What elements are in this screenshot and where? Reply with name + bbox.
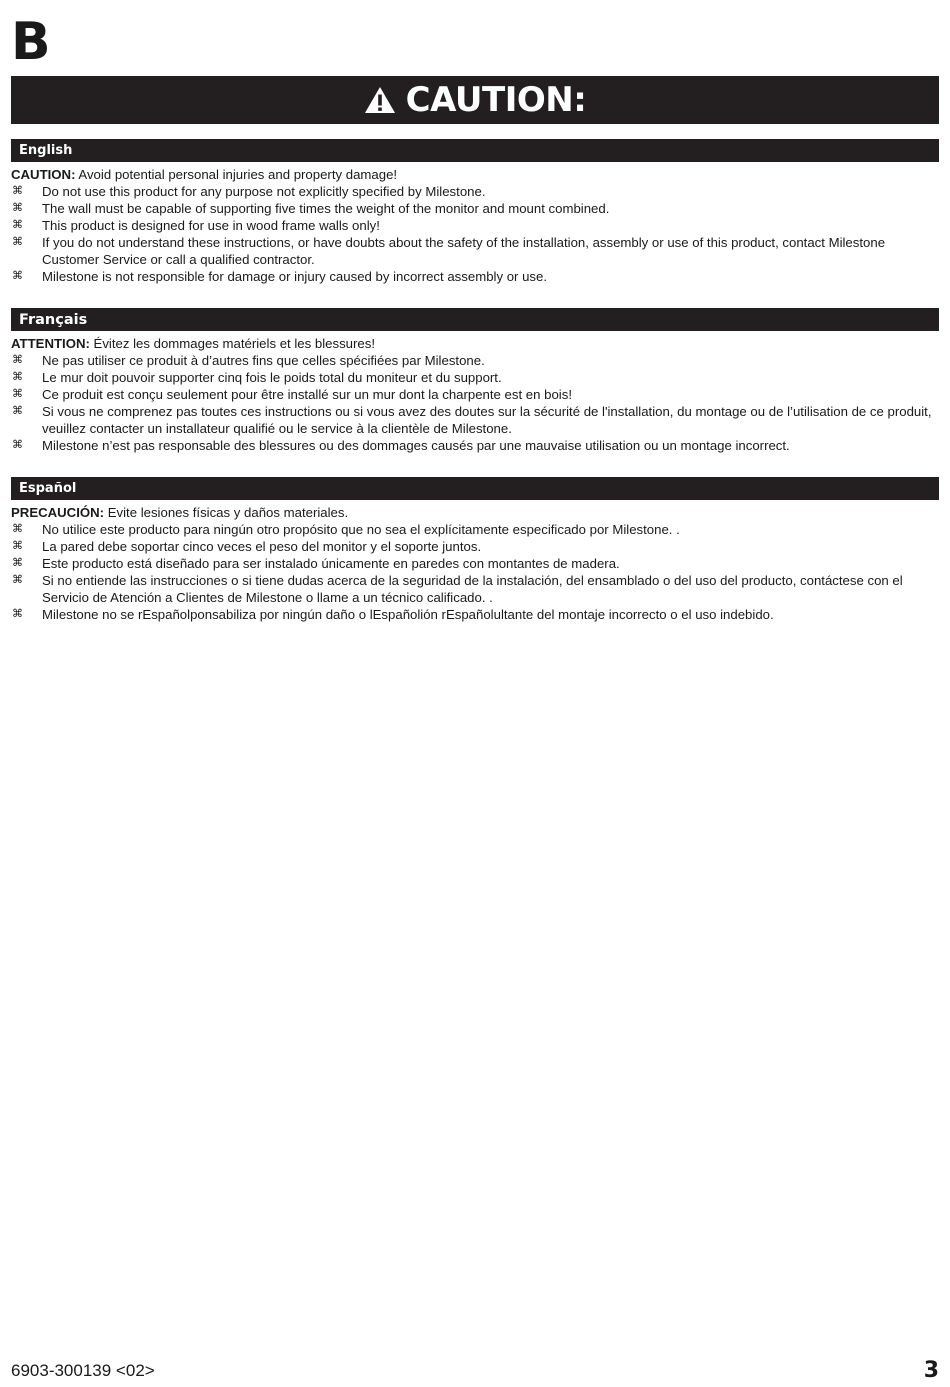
bullet-icon: ⌘ [12, 574, 23, 586]
bullet-icon: ⌘ [12, 405, 23, 417]
list-item [11, 538, 939, 555]
bullet-icon: ⌘ [12, 185, 23, 197]
list-item-text: Si vous ne comprenez pas toutes ces instructions ou si vous avez des doutes sur la sécurité de l'installation, du montage ou de l’utilisation de ce produit, veuillez contacter un installateur qualifié ou le service à la clientèle de Milestone. [42, 404, 932, 436]
list-item [11, 386, 939, 403]
warning-triangle-icon [364, 86, 396, 114]
english-intro [11, 166, 939, 183]
bullet-icon: ⌘ [12, 371, 23, 383]
list-item [11, 352, 939, 369]
list-item-text: Le mur doit pouvoir supporter cinq fois le poids total du moniteur et du support. [42, 370, 502, 385]
list-item [11, 572, 939, 606]
list-item [11, 437, 939, 454]
list-item-text: Milestone n’est pas responsable des blessures ou des dommages causés par une mauvaise utilisation ou un montage incorrect. [42, 438, 790, 453]
list-item-text: Do not use this product for any purpose not explicitly specified by Milestone. [42, 184, 486, 199]
list-item-text: This product is designed for use in wood frame walls only! [42, 218, 380, 233]
francais-intro-text: Évitez les dommages matériels et les blessures! [89, 336, 375, 351]
list-item-text: Milestone is not responsible for damage or injury caused by incorrect assembly or use. [42, 269, 548, 284]
list-item [11, 200, 939, 217]
list-item [11, 555, 939, 572]
list-item-text: The wall must be capable of supporting five times the weight of the monitor and mount combined. [42, 201, 610, 216]
page-number: 3 [923, 1358, 939, 1383]
list-item [11, 521, 939, 538]
english-header: English [11, 139, 939, 162]
caution-title: CAUTION: [405, 80, 587, 120]
bullet-icon: ⌘ [12, 540, 23, 552]
english-intro-text: Avoid potential personal injuries and property damage! [75, 167, 398, 182]
bullet-icon: ⌘ [12, 523, 23, 535]
english-section [11, 139, 939, 285]
bullet-icon: ⌘ [12, 608, 23, 620]
bullet-icon: ⌘ [12, 557, 23, 569]
espanol-intro [11, 504, 939, 521]
francais-intro [11, 335, 939, 352]
list-item [11, 268, 939, 285]
espanol-lead: PRECAUCIÓN: [11, 505, 105, 520]
list-item-text: If you do not understand these instructions, or have doubts about the safety of the installation, assembly or use of this product, contact Milestone Customer Service or call a qualified contractor. [42, 235, 886, 267]
list-item [11, 217, 939, 234]
francais-bullet-list [11, 352, 939, 454]
espanol-intro-text: Evite lesiones físicas y daños materiales. [104, 505, 349, 520]
list-item [11, 183, 939, 200]
bullet-icon: ⌘ [12, 439, 23, 451]
francais-header: Français [11, 308, 939, 331]
espanol-section [11, 477, 939, 623]
list-item-text: Este producto está diseñado para ser instalado únicamente en paredes con montantes de madera. [42, 556, 620, 571]
english-bullet-list [11, 183, 939, 285]
francais-section [11, 308, 939, 454]
list-item-text: La pared debe soportar cinco veces el peso del monitor y el soporte juntos. [42, 539, 482, 554]
list-item [11, 403, 939, 437]
caution-banner [11, 76, 939, 124]
espanol-header: Español [11, 477, 939, 500]
list-item-text: No utilice este producto para ningún otro propósito que no sea el explícitamente especificado por Milestone. . [42, 522, 680, 537]
bullet-icon: ⌘ [12, 202, 23, 214]
bullet-icon: ⌘ [12, 219, 23, 231]
bullet-icon: ⌘ [12, 354, 23, 366]
bullet-icon: ⌘ [12, 236, 23, 248]
list-item-text: Milestone no se rEspañolponsabiliza por ningún daño o lEspañolión rEspañolultante del montaje incorrecto o el uso indebido. [42, 607, 774, 622]
espanol-bullet-list [11, 521, 939, 623]
list-item [11, 369, 939, 386]
list-item-text: Ce produit est conçu seulement pour être installé sur un mur dont la charpente est en bois! [42, 387, 572, 402]
bullet-icon: ⌘ [12, 270, 23, 282]
list-item [11, 234, 939, 268]
francais-lead: ATTENTION: [11, 336, 90, 351]
list-item [11, 606, 939, 623]
section-letter: B [11, 12, 51, 72]
bullet-icon: ⌘ [12, 388, 23, 400]
list-item-text: Ne pas utiliser ce produit à d’autres fins que celles spécifiées par Milestone. [42, 353, 485, 368]
list-item-text: Si no entiende las instrucciones o si tiene dudas acerca de la seguridad de la instalación, del ensamblado o del uso del producto, contáctese con el Servicio de Atención a Clientes de Milestone o llame a un técnico calificado. . [42, 573, 903, 605]
english-lead: CAUTION: [11, 167, 76, 182]
document-code: 6903-300139 <02> [11, 1361, 155, 1380]
